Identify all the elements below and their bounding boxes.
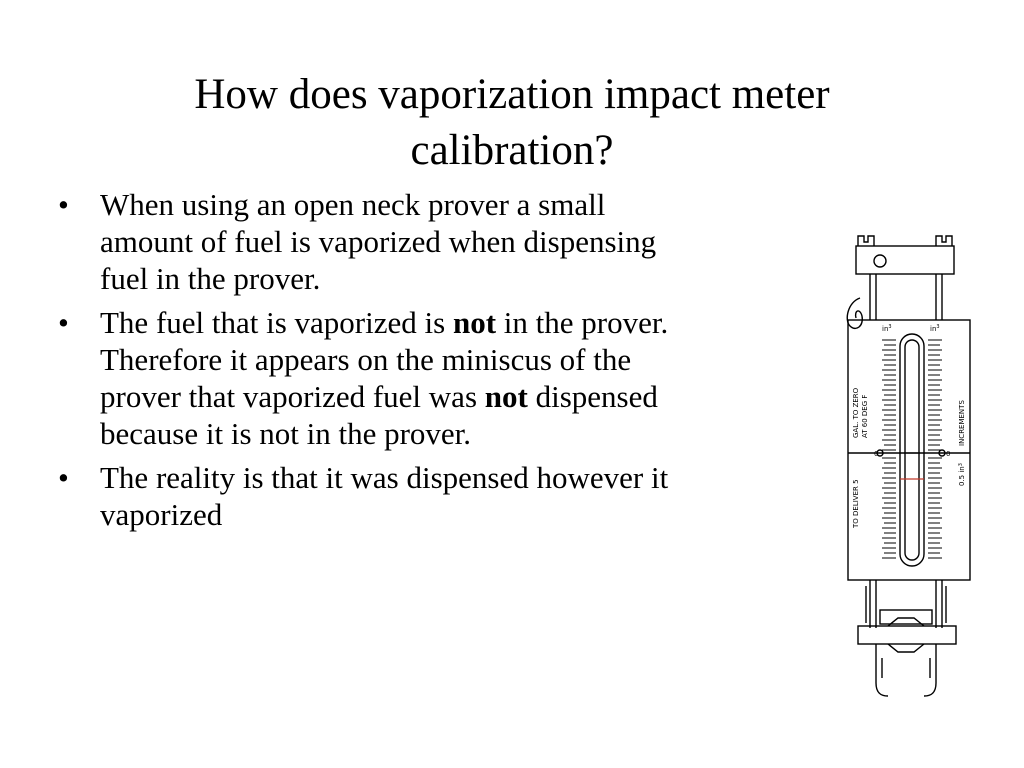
left-caption: GAL. TO ZERO bbox=[852, 387, 860, 438]
bullet-marker: • bbox=[58, 460, 69, 495]
bullet-marker: • bbox=[58, 187, 69, 222]
title-line-2: calibration? bbox=[410, 126, 614, 174]
bullet-text: dispensed because it is not in the prover. bbox=[100, 379, 658, 451]
zero-label: 0 bbox=[874, 450, 879, 458]
bullet-item bbox=[58, 304, 698, 452]
emphasis-not: not bbox=[484, 379, 528, 414]
zero-label: 0 bbox=[946, 450, 951, 458]
unit-label-left: $in^3$ bbox=[882, 324, 892, 333]
title-line-1: How does vaporization impact meter bbox=[194, 70, 830, 118]
prover-drawing bbox=[818, 228, 978, 698]
left-caption: TO DELIVER 5 bbox=[852, 479, 860, 528]
bullet-text: When using an open neck prover a small amount of fuel is vaporized when dispensing fuel in the prover. bbox=[100, 187, 657, 296]
scale-ticks bbox=[882, 340, 942, 558]
bullet-marker: • bbox=[58, 305, 69, 340]
top-left-tab-shape bbox=[858, 236, 874, 246]
right-caption: 0.5 $in^3$ bbox=[958, 463, 966, 486]
bullet-item bbox=[58, 186, 698, 297]
bullet-text: The reality is that it was dispensed however it vaporized bbox=[100, 460, 669, 532]
left-caption: AT 60 DEG F bbox=[861, 394, 869, 438]
right-caption: INCREMENTS bbox=[958, 400, 966, 446]
bullet-list bbox=[58, 186, 698, 540]
slide-title bbox=[0, 67, 1024, 179]
bullet-text: The fuel that is vaporized is bbox=[100, 305, 453, 340]
bullet-text: in the prover. Therefore it appears on the miniscus of the prover that vaporized fuel was bbox=[100, 305, 669, 414]
prover-diagram bbox=[818, 228, 978, 698]
unit-label-right: $in^3$ bbox=[930, 324, 940, 333]
emphasis-not: not bbox=[452, 305, 497, 340]
bullet-item bbox=[58, 459, 698, 533]
